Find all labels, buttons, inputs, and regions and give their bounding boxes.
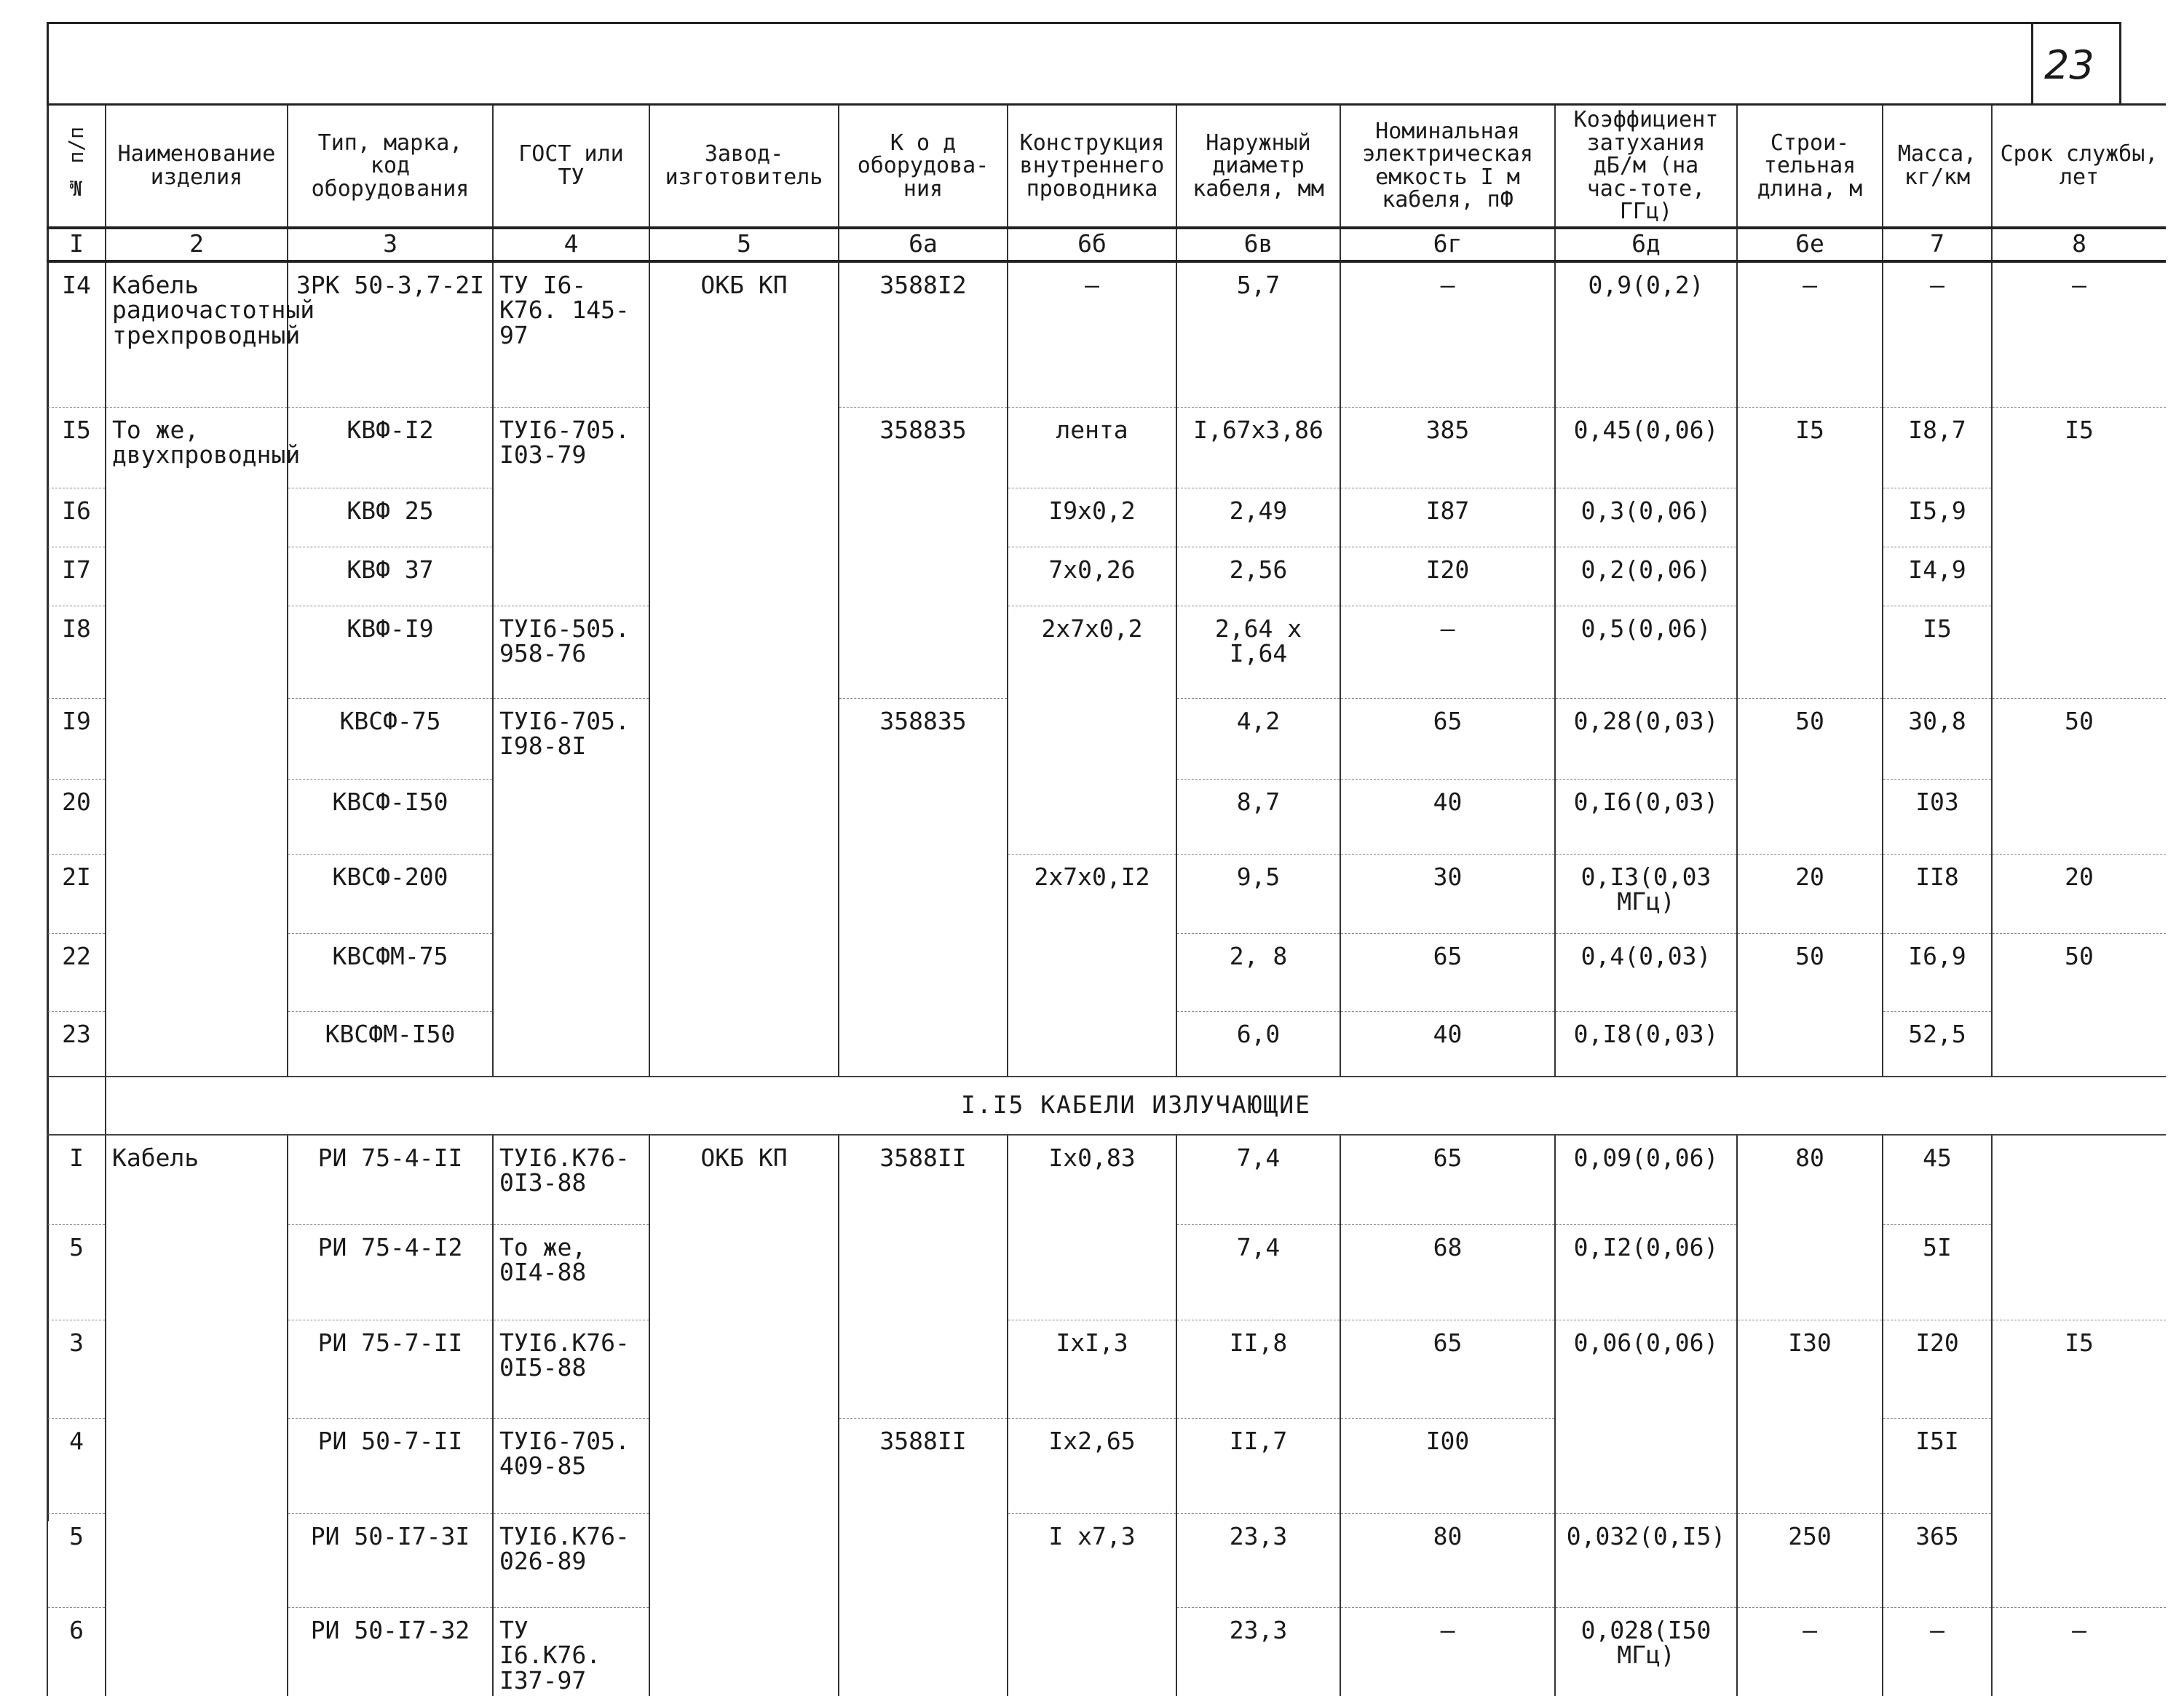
capacitance: 30 — [1340, 854, 1555, 933]
item-name — [106, 1418, 288, 1513]
manufacturer — [649, 1320, 839, 1418]
attenuation: 0,I8(0,03) — [1555, 1011, 1737, 1077]
outer-diameter: 9,5 — [1176, 854, 1340, 933]
manufacturer — [649, 606, 839, 698]
attenuation: 0,I3(0,03 МГц) — [1555, 854, 1737, 933]
item-name — [106, 854, 288, 933]
gost-spec — [493, 779, 649, 854]
build-length: 80 — [1737, 1135, 1883, 1225]
header-num: № п/п — [47, 105, 106, 228]
table-row — [47, 698, 2166, 779]
header-length: Строи-тельная длина, м — [1737, 105, 1883, 228]
row-number: 2I — [47, 854, 106, 933]
outer-diameter: 8,7 — [1176, 779, 1340, 854]
mass: 365 — [1883, 1513, 1992, 1607]
type-code: ЗРК 50-3,7-2I — [288, 261, 493, 408]
item-name: Кабель — [106, 1135, 288, 1225]
item-name — [106, 488, 288, 547]
inner-conductor: I9х0,2 — [1008, 488, 1176, 547]
table-row — [47, 547, 2166, 606]
equipment-code: 358835 — [839, 407, 1008, 488]
service-life — [1992, 1224, 2166, 1320]
equipment-code — [839, 779, 1008, 854]
page-number: 23 — [2044, 42, 2094, 88]
table-row — [47, 854, 2166, 933]
capacitance: 40 — [1340, 779, 1555, 854]
attenuation: 0,4(0,03) — [1555, 933, 1737, 1011]
mass: I03 — [1883, 779, 1992, 854]
capacitance: 65 — [1340, 698, 1555, 779]
build-length: — — [1737, 261, 1883, 408]
row-number: 20 — [47, 779, 106, 854]
row-number: 5 — [47, 1224, 106, 1320]
gost-spec: ТУI6-705. I03-79 — [493, 407, 649, 488]
mass: I5 — [1883, 606, 1992, 698]
gost-spec: ТУI6.К76- 0I3-88 — [493, 1135, 649, 1225]
service-life: 20 — [1992, 854, 2166, 933]
capacitance: 80 — [1340, 1513, 1555, 1607]
mass: 30,8 — [1883, 698, 1992, 779]
outer-diameter: 2,64 х I,64 — [1176, 606, 1340, 698]
mass: I20 — [1883, 1320, 1992, 1418]
outer-diameter: 2, 8 — [1176, 933, 1340, 1011]
col-number: 6в — [1176, 228, 1340, 261]
capacitance: I87 — [1340, 488, 1555, 547]
item-name — [106, 547, 288, 606]
row-number: 3 — [47, 1320, 106, 1418]
table-row — [47, 1135, 2166, 1225]
outer-diameter: II,8 — [1176, 1320, 1340, 1418]
header-attenuation: Коэффициент затухания дБ/м (на час-тоте, ГГц) — [1555, 105, 1737, 228]
build-length: — — [1737, 1607, 1883, 1696]
equipment-code — [839, 1513, 1008, 1607]
table-row — [47, 933, 2166, 1011]
gost-spec: ТУI6-705. I98-8I — [493, 698, 649, 779]
mass: — — [1883, 1607, 1992, 1696]
header-mass: Масса, кг/км — [1883, 105, 1992, 228]
item-name — [106, 933, 288, 1011]
service-life: I5 — [1992, 407, 2166, 488]
col-number: I — [47, 228, 106, 261]
attenuation — [1555, 1418, 1737, 1513]
col-number: 4 — [493, 228, 649, 261]
gost-spec: ТУ I6.К76. I37-97 — [493, 1607, 649, 1696]
capacitance: 40 — [1340, 1011, 1555, 1077]
equipment-code — [839, 1011, 1008, 1077]
mass: I8,7 — [1883, 407, 1992, 488]
row-number: 4 — [47, 1418, 106, 1513]
build-length: 50 — [1737, 933, 1883, 1011]
build-length: 50 — [1737, 698, 1883, 779]
item-name — [106, 698, 288, 779]
gost-spec — [493, 1011, 649, 1077]
equipment-code — [839, 488, 1008, 547]
col-number: 6б — [1008, 228, 1176, 261]
attenuation: 0,028(I50 МГц) — [1555, 1607, 1737, 1696]
mass: I6,9 — [1883, 933, 1992, 1011]
section-row — [47, 1077, 2166, 1135]
capacitance: — — [1340, 261, 1555, 408]
equipment-code — [839, 854, 1008, 933]
header-gost: ГОСТ или ТУ — [493, 105, 649, 228]
type-code: КВСФМ-75 — [288, 933, 493, 1011]
build-length: 20 — [1737, 854, 1883, 933]
attenuation: 0,5(0,06) — [1555, 606, 1737, 698]
inner-conductor: 7х0,26 — [1008, 547, 1176, 606]
attenuation: 0,9(0,2) — [1555, 261, 1737, 408]
gost-spec — [493, 854, 649, 933]
outer-diameter: I,67х3,86 — [1176, 407, 1340, 488]
type-code: КВФ 37 — [288, 547, 493, 606]
attenuation: 0,032(0,I5) — [1555, 1513, 1737, 1607]
mass: 5I — [1883, 1224, 1992, 1320]
build-length — [1737, 1011, 1883, 1077]
capacitance: 385 — [1340, 407, 1555, 488]
manufacturer — [649, 1607, 839, 1696]
header-name: Наименование изделия — [106, 105, 288, 228]
table-row — [47, 1513, 2166, 1607]
inner-conductor: IхI,3 — [1008, 1320, 1176, 1418]
inner-conductor: — — [1008, 261, 1176, 408]
service-life — [1992, 488, 2166, 547]
service-life: I5 — [1992, 1320, 2166, 1418]
manufacturer — [649, 407, 839, 488]
attenuation: 0,09(0,06) — [1555, 1135, 1737, 1225]
equipment-code — [839, 1320, 1008, 1418]
item-name — [106, 1011, 288, 1077]
mass: 52,5 — [1883, 1011, 1992, 1077]
table-row — [47, 407, 2166, 488]
type-code: КВСФ-75 — [288, 698, 493, 779]
mass: — — [1883, 261, 1992, 408]
inner-conductor — [1008, 1607, 1176, 1696]
row-number: I7 — [47, 547, 106, 606]
row-number: 22 — [47, 933, 106, 1011]
table-row — [47, 1011, 2166, 1077]
item-name — [106, 779, 288, 854]
service-life — [1992, 606, 2166, 698]
capacitance: 68 — [1340, 1224, 1555, 1320]
attenuation: 0,3(0,06) — [1555, 488, 1737, 547]
table-row — [47, 1607, 2166, 1696]
row-number: I5 — [47, 407, 106, 488]
row-number: I — [47, 1135, 106, 1225]
header-construction: Конструкция внутреннего проводника — [1008, 105, 1176, 228]
col-number: 7 — [1883, 228, 1992, 261]
attenuation: 0,06(0,06) — [1555, 1320, 1737, 1418]
outer-diameter: 6,0 — [1176, 1011, 1340, 1077]
capacitance: I20 — [1340, 547, 1555, 606]
inner-conductor: Iх2,65 — [1008, 1418, 1176, 1513]
gost-spec: ТУI6.К76- 026-89 — [493, 1513, 649, 1607]
gost-spec: ТУI6-705. 409-85 — [493, 1418, 649, 1513]
build-length: I30 — [1737, 1320, 1883, 1418]
col-number: 6а — [839, 228, 1008, 261]
manufacturer — [649, 547, 839, 606]
outer-diameter: 7,4 — [1176, 1135, 1340, 1225]
capacitance: — — [1340, 606, 1555, 698]
header-life: Срок службы, лет — [1992, 105, 2166, 228]
manufacturer — [649, 1513, 839, 1607]
section-title: I.I5 КАБЕЛИ ИЗЛУЧАЮЩИЕ — [106, 1077, 2166, 1135]
attenuation: 0,I6(0,03) — [1555, 779, 1737, 854]
mass: I4,9 — [1883, 547, 1992, 606]
outer-diameter: 2,49 — [1176, 488, 1340, 547]
capacitance: 65 — [1340, 1320, 1555, 1418]
table-row — [47, 1224, 2166, 1320]
equipment-code — [839, 1224, 1008, 1320]
attenuation: 0,28(0,03) — [1555, 698, 1737, 779]
manufacturer — [649, 1418, 839, 1513]
outer-diameter: 5,7 — [1176, 261, 1340, 408]
manufacturer: ОКБ КП — [649, 1135, 839, 1225]
gost-spec — [493, 547, 649, 606]
type-code: РИ 75-7-II — [288, 1320, 493, 1418]
build-length — [1737, 488, 1883, 547]
equipment-code — [839, 933, 1008, 1011]
inner-conductor: Iх0,83 — [1008, 1135, 1176, 1225]
header-capacitance: Номинальная электрическая емкость I м кабеля, пФ — [1340, 105, 1555, 228]
mass: II8 — [1883, 854, 1992, 933]
gost-spec: То же, 0I4-88 — [493, 1224, 649, 1320]
build-length — [1737, 1224, 1883, 1320]
equipment-code — [839, 1607, 1008, 1696]
outer-diameter: 4,2 — [1176, 698, 1340, 779]
row-number: 23 — [47, 1011, 106, 1077]
build-length — [1737, 547, 1883, 606]
equipment-code: 3588II — [839, 1418, 1008, 1513]
service-life — [1992, 1011, 2166, 1077]
outer-diameter: II,7 — [1176, 1418, 1340, 1513]
item-name — [106, 606, 288, 698]
manufacturer: ОКБ КП — [649, 261, 839, 408]
inner-conductor: лента — [1008, 407, 1176, 488]
gost-spec: ТУI6.К76- 0I5-88 — [493, 1320, 649, 1418]
manufacturer — [649, 488, 839, 547]
inner-conductor — [1008, 779, 1176, 854]
header-type: Тип, марка, код оборудования — [288, 105, 493, 228]
type-code: РИ 50-I7-32 — [288, 1607, 493, 1696]
service-life — [1992, 1513, 2166, 1607]
row-number: 5 — [47, 1513, 106, 1607]
inner-conductor — [1008, 1011, 1176, 1077]
manufacturer — [649, 854, 839, 933]
manufacturer — [649, 1011, 839, 1077]
manufacturer — [649, 933, 839, 1011]
gost-spec — [493, 488, 649, 547]
table-row — [47, 261, 2166, 408]
type-code: КВФ 25 — [288, 488, 493, 547]
outer-diameter: 2,56 — [1176, 547, 1340, 606]
service-life — [1992, 547, 2166, 606]
build-length — [1737, 606, 1883, 698]
item-name — [106, 1513, 288, 1607]
manufacturer — [649, 779, 839, 854]
attenuation: 0,I2(0,06) — [1555, 1224, 1737, 1320]
col-number: 8 — [1992, 228, 2166, 261]
row-number: I6 — [47, 488, 106, 547]
mass: I5,9 — [1883, 488, 1992, 547]
col-number: 2 — [106, 228, 288, 261]
item-name — [106, 1607, 288, 1696]
cable-spec-table — [47, 103, 2166, 1696]
outer-diameter: 23,3 — [1176, 1607, 1340, 1696]
item-name: Кабель радиочастотный трехпроводный — [106, 261, 288, 408]
service-life — [1992, 1135, 2166, 1225]
row-number: I9 — [47, 698, 106, 779]
capacitance: I00 — [1340, 1418, 1555, 1513]
gost-spec: ТУ I6-К76. 145-97 — [493, 261, 649, 408]
col-number: 6г — [1340, 228, 1555, 261]
gost-spec: ТУI6-505. 958-76 — [493, 606, 649, 698]
inner-conductor: 2х7х0,I2 — [1008, 854, 1176, 933]
header-row — [47, 105, 2166, 228]
table-row — [47, 1418, 2166, 1513]
table-row — [47, 779, 2166, 854]
service-life — [1992, 779, 2166, 854]
row-number: I4 — [47, 261, 106, 408]
table-row — [47, 1320, 2166, 1418]
row-number: 6 — [47, 1607, 106, 1696]
header-maker: Завод-изготовитель — [649, 105, 839, 228]
equipment-code: 358835 — [839, 698, 1008, 779]
inner-conductor: 2х7х0,2 — [1008, 606, 1176, 698]
build-length — [1737, 1418, 1883, 1513]
col-number: 5 — [649, 228, 839, 261]
item-name: То же, двухпроводный — [106, 407, 288, 488]
col-number: 3 — [288, 228, 493, 261]
item-name — [106, 1224, 288, 1320]
mass: I5I — [1883, 1418, 1992, 1513]
section-spacer — [47, 1077, 106, 1135]
type-code: КВСФМ-I50 — [288, 1011, 493, 1077]
service-life: 50 — [1992, 698, 2166, 779]
table-row — [47, 488, 2166, 547]
outer-diameter: 7,4 — [1176, 1224, 1340, 1320]
equipment-code — [839, 547, 1008, 606]
capacitance: — — [1340, 1607, 1555, 1696]
manufacturer — [649, 1224, 839, 1320]
table-row — [47, 606, 2166, 698]
equipment-code: 3588II — [839, 1135, 1008, 1225]
inner-conductor — [1008, 933, 1176, 1011]
type-code: РИ 75-4-I2 — [288, 1224, 493, 1320]
column-number-row — [47, 228, 2166, 261]
header-code: К о д оборудова-ния — [839, 105, 1008, 228]
mass: 45 — [1883, 1135, 1992, 1225]
capacitance: 65 — [1340, 1135, 1555, 1225]
service-life: 50 — [1992, 933, 2166, 1011]
gost-spec — [493, 933, 649, 1011]
capacitance: 65 — [1340, 933, 1555, 1011]
build-length: I5 — [1737, 407, 1883, 488]
row-number: I8 — [47, 606, 106, 698]
inner-conductor — [1008, 1224, 1176, 1320]
build-length: 250 — [1737, 1513, 1883, 1607]
type-code: КВФ-I2 — [288, 407, 493, 488]
type-code: РИ 50-7-II — [288, 1418, 493, 1513]
equipment-code — [839, 606, 1008, 698]
attenuation: 0,2(0,06) — [1555, 547, 1737, 606]
equipment-code: 3588I2 — [839, 261, 1008, 408]
type-code: РИ 75-4-II — [288, 1135, 493, 1225]
outer-diameter: 23,3 — [1176, 1513, 1340, 1607]
build-length — [1737, 779, 1883, 854]
manufacturer — [649, 698, 839, 779]
type-code: РИ 50-I7-3I — [288, 1513, 493, 1607]
inner-conductor — [1008, 698, 1176, 779]
inner-conductor: I х7,3 — [1008, 1513, 1176, 1607]
col-number: 6д — [1555, 228, 1737, 261]
type-code: КВСФ-I50 — [288, 779, 493, 854]
item-name — [106, 1320, 288, 1418]
attenuation: 0,45(0,06) — [1555, 407, 1737, 488]
type-code: КВСФ-200 — [288, 854, 493, 933]
service-life: — — [1992, 261, 2166, 408]
col-number: 6е — [1737, 228, 1883, 261]
type-code: КВФ-I9 — [288, 606, 493, 698]
header-diameter: Наружный диаметр кабеля, мм — [1176, 105, 1340, 228]
service-life: — — [1992, 1607, 2166, 1696]
service-life — [1992, 1418, 2166, 1513]
